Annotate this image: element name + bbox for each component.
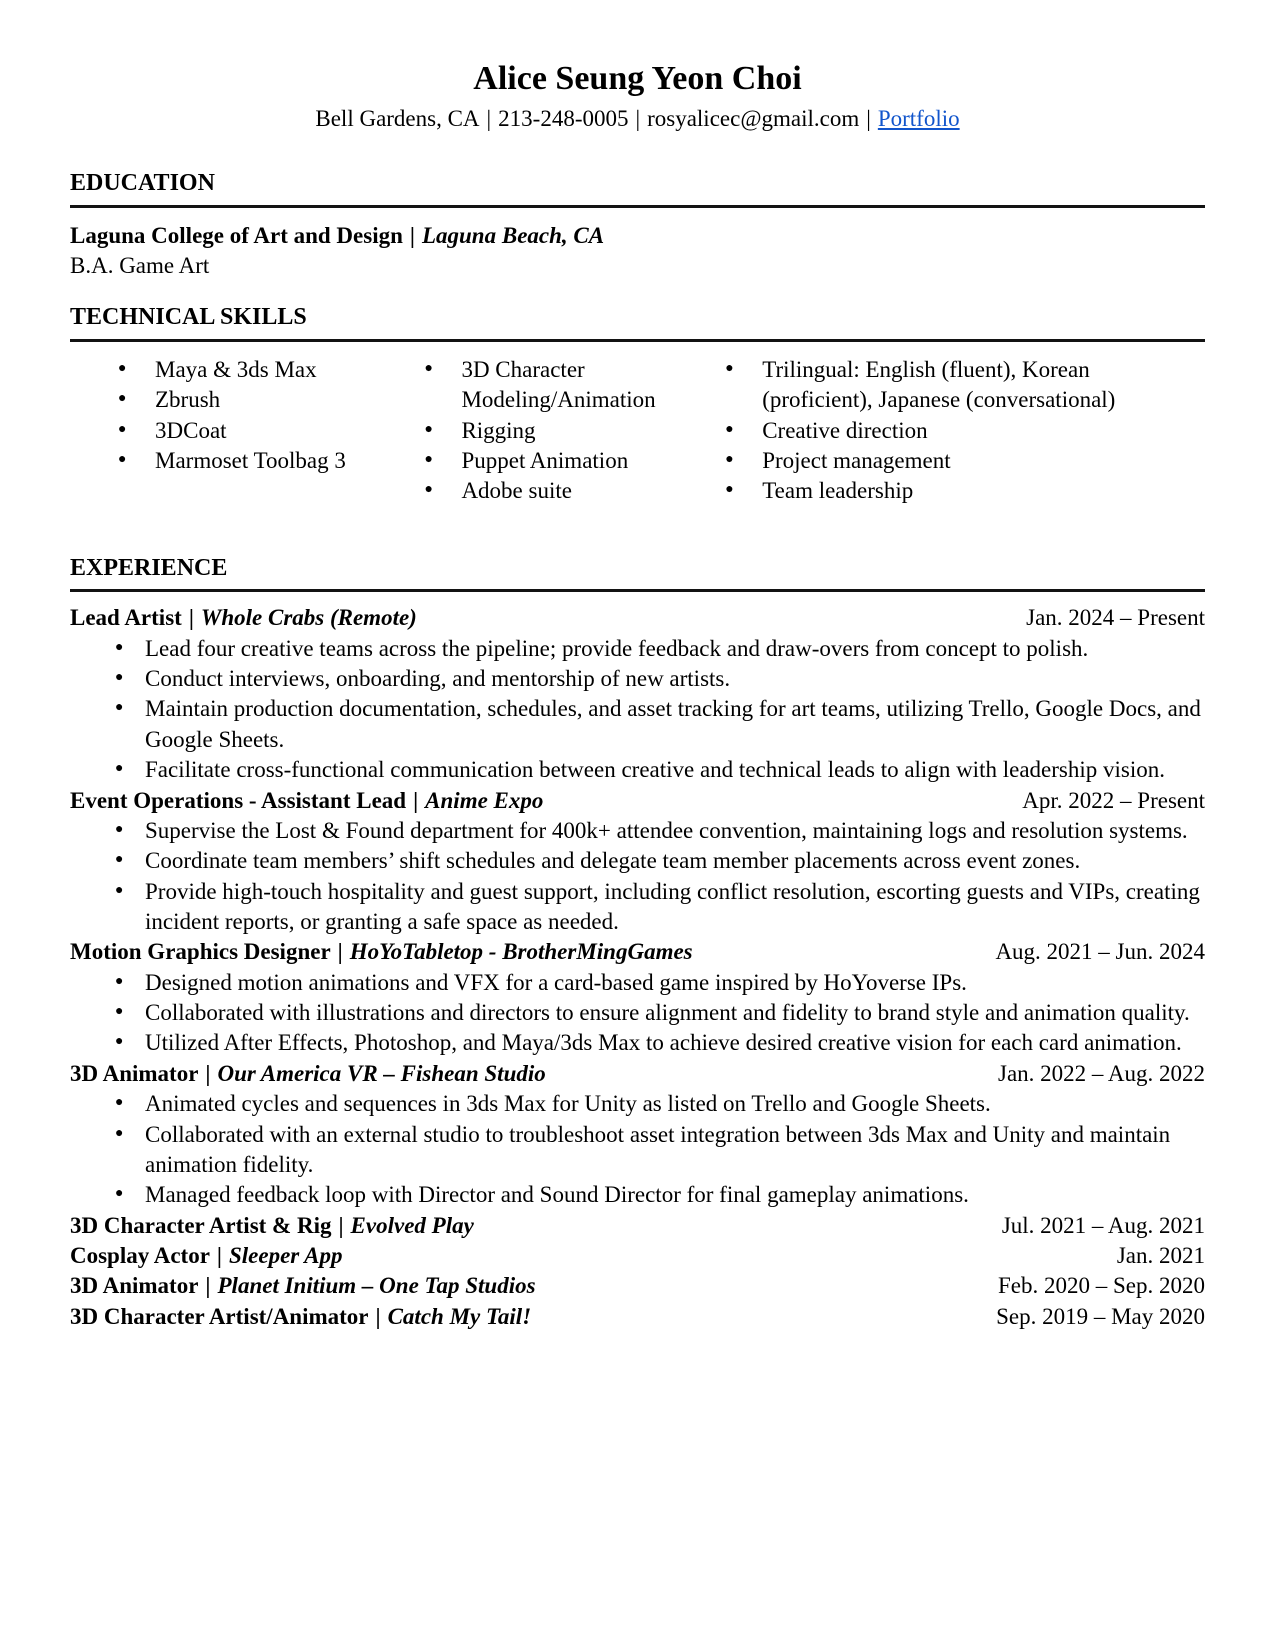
skills-column-2 [376, 355, 677, 507]
job-entry [70, 603, 1205, 785]
job-dates: Apr. 2022 – Present [1022, 787, 1205, 813]
job-title: 3D Animator [70, 1060, 199, 1086]
job-title: Event Operations - Assistant Lead [70, 787, 407, 813]
job-entry [70, 1241, 1205, 1271]
job-header [70, 1302, 1205, 1332]
skill-item: ● Zbrush [70, 385, 376, 415]
job-bullet: ● Animated cycles and sequences in 3ds Max for Unity as listed on Trello and Google Sheets. [70, 1089, 1205, 1119]
contact-phone: 213-248-0005 [498, 105, 629, 131]
job-company: Evolved Play [350, 1212, 474, 1238]
job-dates: Jul. 2021 – Aug. 2021 [1001, 1212, 1205, 1238]
job-title: Motion Graphics Designer [70, 939, 331, 965]
job-entry [70, 1271, 1205, 1301]
section-heading-skills: TECHNICAL SKILLS [70, 302, 1205, 342]
job-dates: Feb. 2020 – Sep. 2020 [998, 1273, 1205, 1299]
job-entry [70, 937, 1205, 1058]
job-entry [70, 786, 1205, 938]
separator: | [486, 105, 492, 131]
skill-item: ● Creative direction [677, 416, 1205, 446]
contact-line [70, 104, 1205, 134]
job-bullet: ● Collaborated with illustrations and directors to ensure alignment and fidelity to brand style and animation quality. [70, 998, 1205, 1028]
job-company: Catch My Tail! [387, 1303, 532, 1329]
header [70, 58, 1205, 134]
job-title: 3D Character Artist & Rig [70, 1212, 332, 1238]
job-list [70, 603, 1205, 1332]
job-header [70, 1211, 1205, 1241]
section-heading-education: EDUCATION [70, 168, 1205, 208]
section-heading-experience: EXPERIENCE [70, 553, 1205, 593]
skill-item: ● Project management [677, 446, 1205, 476]
job-bullet: ● Designed motion animations and VFX for a card-based game inspired by HoYoverse IPs. [70, 968, 1205, 998]
separator: | [205, 1060, 211, 1086]
skill-item: ● Maya & 3ds Max [70, 355, 376, 385]
job-company: Whole Crabs (Remote) [200, 605, 417, 631]
job-title: Lead Artist [70, 605, 182, 631]
skills-column-1 [70, 355, 376, 507]
skill-item: ● Adobe suite [376, 476, 677, 506]
separator: | [188, 605, 194, 631]
job-dates: Jan. 2022 – Aug. 2022 [998, 1060, 1205, 1086]
job-dates: Aug. 2021 – Jun. 2024 [995, 939, 1205, 965]
job-bullets [70, 634, 1205, 786]
job-title-line [70, 1241, 343, 1271]
job-bullet: ● Maintain production documentation, schedules, and asset tracking for art teams, utilizing Trello, Google Docs, and Google Sheets. [70, 694, 1205, 755]
school-location: Laguna Beach, CA [421, 222, 605, 248]
education-section [70, 168, 1205, 281]
education-entry [70, 221, 1205, 282]
job-bullet: ● Collaborated with an external studio to troubleshoot asset integration between 3ds Max and Unity and maintain animation fidelity. [70, 1120, 1205, 1181]
candidate-name: Alice Seung Yeon Choi [473, 60, 802, 97]
job-bullet: ● Managed feedback loop with Director and Sound Director for final gameplay animations. [70, 1180, 1205, 1210]
contact-location: Bell Gardens, CA [315, 105, 480, 131]
separator: | [337, 939, 343, 965]
separator: | [205, 1273, 211, 1299]
separator: | [216, 1242, 222, 1268]
job-title-line [70, 786, 543, 816]
education-school-line [70, 221, 1205, 251]
skill-item: ● 3D Character Modeling/Animation [376, 355, 677, 416]
skill-item: ● Puppet Animation [376, 446, 677, 476]
job-bullets [70, 1089, 1205, 1210]
separator: | [375, 1303, 381, 1329]
portfolio-link[interactable]: Portfolio [877, 105, 960, 131]
job-bullet: ● Utilized After Effects, Photoshop, and Maya/3ds Max to achieve desired creative vision for each card animation. [70, 1028, 1205, 1058]
separator: | [338, 1212, 344, 1238]
job-title: 3D Animator [70, 1273, 199, 1299]
job-title: 3D Character Artist/Animator [70, 1303, 369, 1329]
job-header [70, 786, 1205, 816]
separator: | [866, 105, 871, 131]
job-bullet: ● Provide high-touch hospitality and guest support, including conflict resolution, escorting guests and VIPs, creating incident reports, or granting a safe space as needed. [70, 877, 1205, 938]
job-bullet: ● Conduct interviews, onboarding, and mentorship of new artists. [70, 664, 1205, 694]
job-header [70, 603, 1205, 633]
degree: B.A. Game Art [70, 252, 210, 278]
job-header [70, 1059, 1205, 1089]
job-bullet: ● Facilitate cross-functional communication between creative and technical leads to align with leadership vision. [70, 755, 1205, 785]
job-company: Our America VR – Fishean Studio [217, 1060, 546, 1086]
job-header [70, 1271, 1205, 1301]
separator: | [635, 105, 641, 131]
contact-email: rosyalicec@gmail.com [647, 105, 860, 131]
job-company: Planet Initium – One Tap Studios [217, 1273, 536, 1299]
job-bullet: ● Lead four creative teams across the pipeline; provide feedback and draw-overs from concept to polish. [70, 634, 1205, 664]
job-company: Anime Expo [425, 787, 544, 813]
job-company: HoYoTabletop - BrotherMingGames [349, 939, 693, 965]
separator: | [413, 787, 419, 813]
job-title-line [70, 1059, 546, 1089]
job-entry [70, 1211, 1205, 1241]
job-entry [70, 1059, 1205, 1211]
skill-item: ● Rigging [376, 416, 677, 446]
job-header [70, 1241, 1205, 1271]
job-title-line [70, 937, 693, 967]
skills-section [70, 302, 1205, 506]
school-name: Laguna College of Art and Design [70, 222, 403, 248]
skills-column-3 [677, 355, 1205, 507]
job-header [70, 937, 1205, 967]
experience-section [70, 553, 1205, 1332]
skill-item: ● Team leadership [677, 476, 1205, 506]
job-title-line [70, 1211, 474, 1241]
job-bullet: ● Supervise the Lost & Found department for 400k+ attendee convention, maintaining logs and resolution systems. [70, 816, 1205, 846]
job-bullets [70, 816, 1205, 937]
job-bullet: ● Coordinate team members’ shift schedules and delegate team member placements across event zones. [70, 846, 1205, 876]
skill-item: ● Marmoset Toolbag 3 [70, 446, 376, 476]
separator: | [409, 222, 415, 248]
job-dates: Jan. 2024 – Present [1026, 605, 1205, 631]
skill-item: ● 3DCoat [70, 416, 376, 446]
job-title: Cosplay Actor [70, 1242, 210, 1268]
job-dates: Jan. 2021 [1116, 1242, 1205, 1268]
job-dates: Sep. 2019 – May 2020 [996, 1303, 1205, 1329]
job-bullets [70, 968, 1205, 1059]
skill-item: ● Trilingual: English (fluent), Korean (proficient), Japanese (conversational) [677, 355, 1205, 416]
skills-columns [70, 355, 1205, 507]
job-title-line [70, 1271, 536, 1301]
job-title-line [70, 1302, 531, 1332]
job-company: Sleeper App [229, 1242, 343, 1268]
job-title-line [70, 603, 417, 633]
job-entry [70, 1302, 1205, 1332]
